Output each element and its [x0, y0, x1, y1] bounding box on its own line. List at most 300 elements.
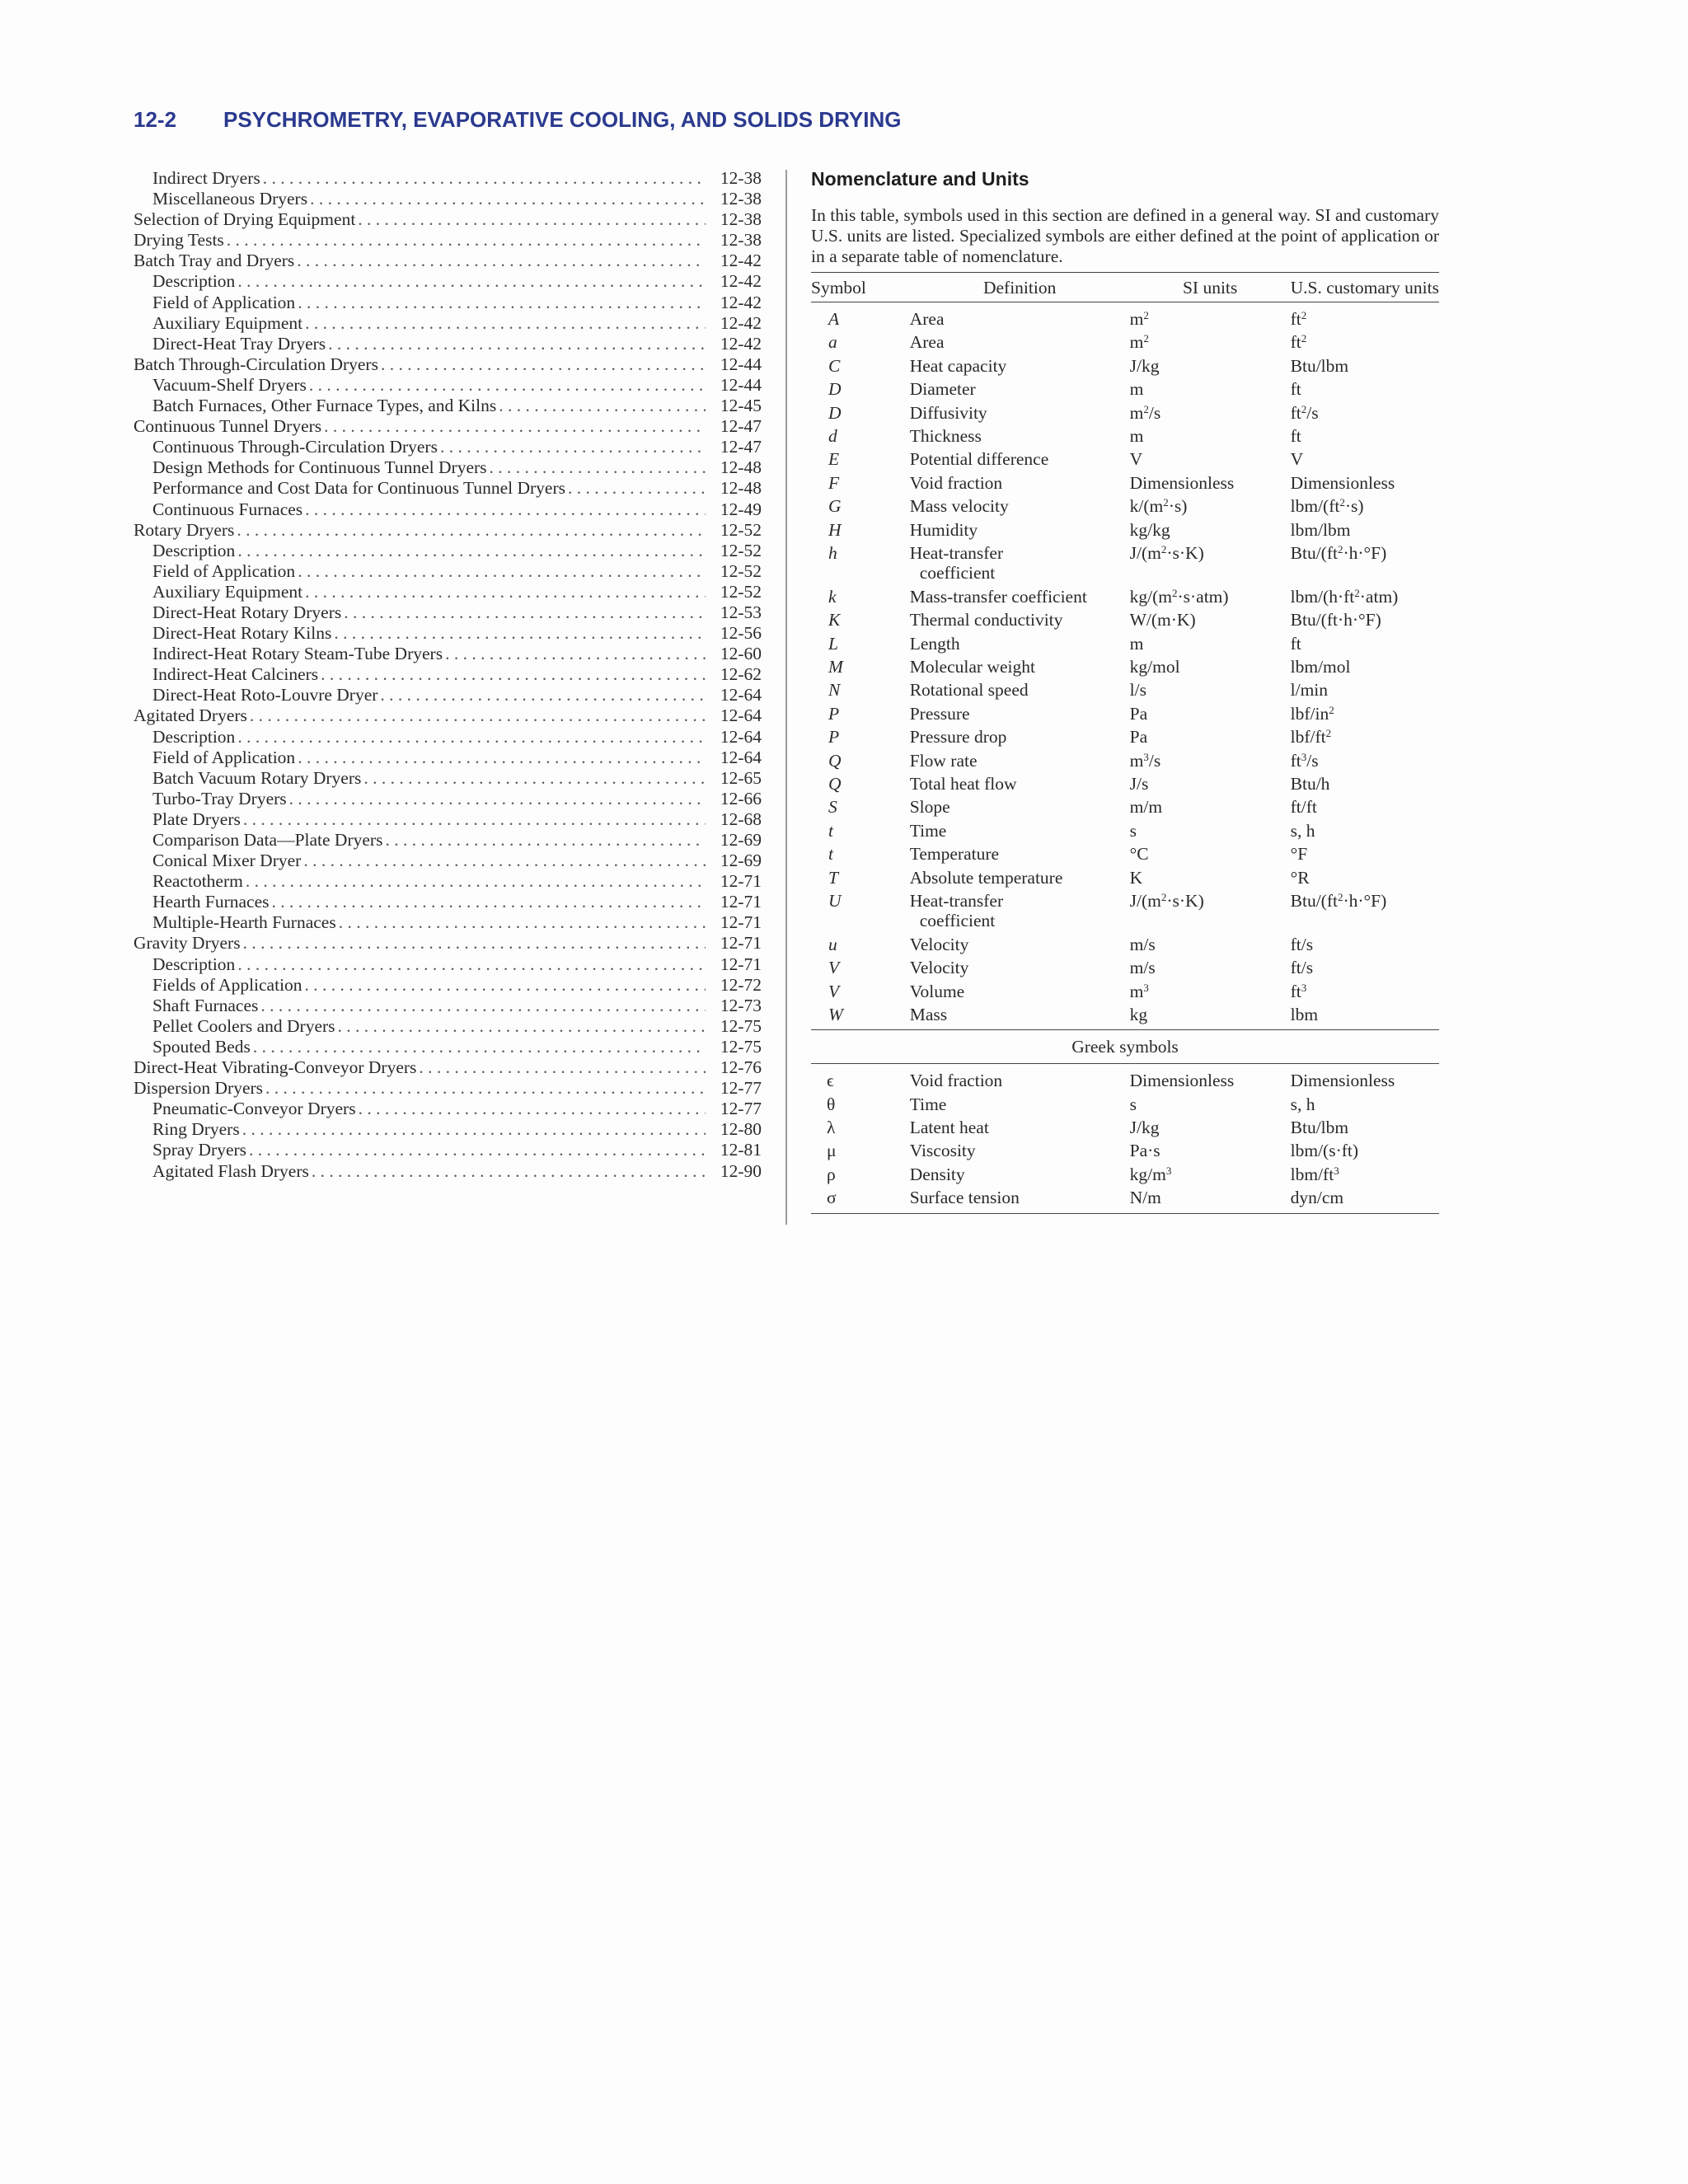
si-unit-cell: m: [1129, 379, 1144, 400]
toc-leader-dots: [305, 499, 706, 520]
definition-cell: [910, 821, 1130, 844]
toc-entry-title: Turbo-Tray Dryers: [152, 788, 287, 808]
chapter-title: PSYCHROMETRY, EVAPORATIVE COOLING, AND SOLIDS DRYING: [223, 107, 902, 132]
toc-entry: [134, 230, 762, 251]
toc-entry-page: 12-38: [720, 168, 762, 188]
definition-text: Mass velocity: [909, 496, 1009, 517]
symbol-cell: k: [828, 586, 837, 607]
toc-entry-page: 12-42: [720, 312, 762, 333]
toc-leader-dots: [312, 1161, 706, 1182]
greek-symbol-cell: ϵ: [827, 1071, 834, 1091]
table-row: [811, 610, 1439, 633]
toc-entry-page: 12-77: [720, 1099, 762, 1119]
definition-cell: Time: [909, 1094, 947, 1114]
toc-entry-title: Direct-Heat Rotary Kilns: [152, 623, 332, 644]
us-unit-cell: Btu/h: [1290, 774, 1330, 794]
us-unit-cell: $ft^3$: [1290, 981, 1307, 1001]
us-unit-cell: Btu/$(ft^2\cdot h\cdot^\circ F)$: [1290, 542, 1387, 563]
toc-entry-page: 12-71: [720, 933, 762, 954]
toc-entry-title: Performance and Cost Data for Continuous Tunnel Dryers: [152, 478, 565, 499]
symbol-cell: N: [828, 680, 841, 701]
toc-entry: [134, 1140, 762, 1160]
si-unit-cell: $m^3/s$: [1129, 750, 1161, 771]
toc-entry-title: Conical Mixer Dryer: [152, 851, 302, 871]
toc-entry-title: Selection of Drying Equipment: [134, 209, 356, 230]
table-row: [811, 1064, 1439, 1094]
toc-entry-page: 12-75: [720, 1015, 762, 1036]
us-unit-cell: dyn/cm: [1291, 1188, 1439, 1214]
si-unit-cell: kg/kg: [1129, 519, 1170, 540]
toc-leader-dots: [321, 664, 706, 685]
toc-entry-title: Description: [152, 726, 236, 747]
toc-entry-title: Drying Tests: [134, 230, 224, 251]
si-unit-cell: Pa·s: [1129, 1141, 1160, 1161]
toc-leader-dots: [271, 892, 706, 912]
us-unit-cell: Btu/(ft·h·°F): [1290, 610, 1381, 630]
table-row: [811, 587, 1439, 610]
toc-entry: [134, 809, 762, 830]
toc-entry-title: Design Methods for Continuous Tunnel Dryers: [152, 457, 487, 478]
definition-text: Molecular weight: [909, 657, 1035, 677]
table-row: [811, 1141, 1439, 1164]
symbol-cell: K: [828, 610, 841, 630]
toc-entry: [134, 1016, 762, 1037]
toc-entry: [134, 975, 762, 996]
toc-entry-page: 12-38: [720, 209, 762, 230]
symbol-cell: h: [828, 542, 837, 563]
definition-cell: [910, 634, 1130, 657]
symbol-cell: U: [828, 890, 842, 911]
symbol-cell: H: [828, 519, 842, 540]
toc-entry-page: 12-48: [720, 478, 762, 499]
toc-entry-page: 12-42: [720, 292, 762, 312]
toc-entry-page: 12-64: [720, 685, 762, 705]
nomenclature-table: [811, 272, 1439, 1214]
toc-entry-title: Rotary Dryers: [134, 519, 235, 540]
definition-cell: [910, 727, 1130, 750]
toc-leader-dots: [490, 457, 706, 478]
toc-leader-dots: [309, 375, 706, 396]
toc-leader-dots: [246, 871, 706, 892]
toc-entry-title: Plate Dryers: [152, 808, 241, 829]
definition-cell: [910, 982, 1130, 1005]
toc-entry-title: Pneumatic-Conveyor Dryers: [152, 1099, 356, 1119]
toc-entry: [134, 871, 762, 892]
toc-entry-page: 12-69: [720, 851, 762, 871]
toc-entry-page: 12-64: [720, 726, 762, 747]
us-unit-cell: Btu/lbm: [1290, 1117, 1349, 1137]
column-header-si-units: SI units: [1130, 273, 1291, 302]
toc-entry-page: 12-76: [720, 1057, 762, 1078]
si-unit-cell: W/(m·K): [1129, 610, 1196, 630]
toc-entry-title: Continuous Tunnel Dryers: [134, 416, 322, 437]
si-unit-cell: m: [1129, 633, 1144, 654]
definition-cell: [910, 543, 1130, 587]
si-unit-cell: $J/(m^2\cdot s\cdot K)$: [1129, 890, 1204, 911]
symbol-cell: C: [828, 355, 841, 376]
si-unit-cell: kg: [1130, 1005, 1291, 1030]
si-unit-cell: V: [1129, 449, 1143, 470]
symbol-cell: W: [811, 1005, 910, 1030]
definition-text: Time: [909, 820, 947, 841]
toc-entry-title: Comparison Data—Plate Dryers: [152, 830, 383, 850]
table-row: [811, 982, 1439, 1005]
toc-entry: [134, 1161, 762, 1182]
nomenclature-heading: Nomenclature and Units: [811, 168, 1029, 190]
toc-entry-page: 12-68: [720, 808, 762, 829]
toc-entry: [134, 768, 762, 789]
definition-cell: [910, 891, 1130, 935]
si-unit-cell: $kg/m^3$: [1129, 1164, 1172, 1184]
toc-entry-page: 12-45: [720, 396, 762, 416]
symbol-cell: F: [828, 472, 840, 493]
definition-cell: [910, 332, 1130, 355]
definition-cell: Void fraction: [909, 1071, 1003, 1091]
toc-entry: [134, 912, 762, 933]
toc-entry: [134, 851, 762, 871]
table-row: [811, 1094, 1439, 1118]
toc-entry: [134, 954, 762, 975]
column-header-us-units: U.S. customary units: [1291, 273, 1439, 302]
symbol-cell: S: [828, 797, 837, 818]
toc-leader-dots: [227, 230, 706, 251]
definition-text: Diffusivity: [909, 402, 987, 423]
table-row: [811, 657, 1439, 680]
toc-entry: [134, 1099, 762, 1119]
si-unit-cell: Dimensionless: [1129, 472, 1235, 493]
toc-entry-title: Indirect Dryers: [152, 168, 260, 188]
table-row: [811, 302, 1439, 333]
us-unit-cell: lbm/$(h\cdot ft^2\cdot atm)$: [1290, 586, 1399, 607]
si-unit-cell: J/kg: [1129, 1117, 1160, 1137]
symbol-cell: u: [828, 934, 837, 954]
si-unit-cell: Dimensionless: [1129, 1071, 1235, 1091]
us-unit-cell: $ft^2$: [1290, 309, 1307, 329]
symbol-cell: E: [828, 449, 840, 470]
us-unit-cell: $ft^2/s$: [1290, 402, 1319, 423]
symbol-cell: L: [828, 633, 838, 654]
toc-entry: [134, 830, 762, 851]
definition-cell: [910, 356, 1130, 379]
us-unit-cell: lbf/$ft^2$: [1290, 727, 1332, 748]
nomenclature-intro: In this table, symbols used in this section are defined in a general way. SI and customary U.S. units are listed. Specialized symbols are either defined at the point of application or in a separate table of nomenclature.: [811, 205, 1439, 266]
toc-entry: [134, 602, 762, 623]
table-header-row: [811, 273, 1439, 302]
toc-entry: [134, 644, 762, 664]
toc-entry: [134, 499, 762, 520]
toc-entry-page: 12-52: [720, 540, 762, 560]
us-unit-cell: lbm/$(ft^2\cdot s)$: [1290, 496, 1364, 517]
toc-entry-title: Reactotherm: [152, 871, 243, 892]
definition-text: Area: [909, 332, 945, 353]
running-head: [134, 107, 901, 133]
toc-leader-dots: [250, 705, 706, 726]
toc-leader-dots: [359, 1099, 706, 1119]
toc-entry: [134, 313, 762, 334]
toc-entry-title: Direct-Heat Vibrating-Conveyor Dryers: [134, 1057, 417, 1078]
toc-entry-title: Agitated Dryers: [134, 705, 247, 726]
definition-text: Flow rate: [909, 750, 978, 771]
toc-entry: [134, 478, 762, 499]
toc-leader-dots: [242, 1119, 706, 1140]
toc-leader-dots: [305, 975, 706, 996]
symbol-cell: D: [828, 402, 842, 423]
us-unit-cell: ft/ft: [1290, 797, 1317, 818]
page-number: 12-2: [134, 107, 177, 132]
toc-entry-page: 12-71: [720, 912, 762, 933]
si-unit-cell: m/s: [1129, 934, 1156, 954]
toc-entry: [134, 685, 762, 705]
definition-cell: Surface tension: [910, 1188, 1130, 1214]
toc-entry: [134, 354, 762, 375]
definition-text: Heat capacity: [909, 355, 1007, 376]
toc-entry: [134, 727, 762, 748]
toc-entry-title: Spray Dryers: [152, 1140, 247, 1160]
us-unit-cell: lbm/(s·ft): [1290, 1141, 1359, 1161]
si-unit-cell: s: [1129, 1094, 1137, 1114]
toc-entry-title: Description: [152, 540, 236, 560]
toc-leader-dots: [237, 271, 706, 292]
toc-entry: [134, 582, 762, 602]
toc-entry: [134, 1037, 762, 1057]
toc-entry: [134, 892, 762, 912]
definition-text: Pressure drop: [909, 727, 1007, 748]
us-unit-cell: Dimensionless: [1290, 472, 1395, 493]
toc-entry-page: 12-56: [720, 623, 762, 644]
toc-entry-title: Continuous Furnaces: [152, 499, 303, 519]
greek-symbol-cell: ρ: [827, 1164, 836, 1184]
definition-text: Velocity: [909, 934, 969, 954]
toc-entry-page: 12-64: [720, 747, 762, 767]
symbol-cell: d: [828, 425, 837, 446]
definition-text: Mass-transfer coefficient: [909, 586, 1087, 607]
symbol-cell: t: [828, 844, 833, 865]
toc-entry-page: 12-60: [720, 644, 762, 664]
column-header-definition: Definition: [910, 273, 1130, 302]
toc-entry-page: 12-75: [720, 1036, 762, 1057]
symbol-cell: t: [828, 820, 833, 841]
table-row: [811, 680, 1439, 703]
toc-leader-dots: [334, 623, 706, 644]
column-header-symbol: Symbol: [811, 273, 910, 302]
toc-entry-page: 12-42: [720, 333, 762, 354]
definition-cell: [910, 610, 1130, 633]
toc-leader-dots: [237, 520, 706, 541]
si-unit-cell: $k/(m^2\cdot s)$: [1129, 496, 1188, 517]
toc-entry-page: 12-71: [720, 892, 762, 912]
toc-entry-title: Direct-Heat Rotary Dryers: [152, 602, 342, 622]
toc-entry-title: Batch Furnaces, Other Furnace Types, and Kilns: [152, 396, 497, 416]
symbol-cell: M: [828, 657, 843, 677]
toc-entry-page: 12-71: [720, 871, 762, 892]
toc-leader-dots: [380, 685, 706, 705]
definition-cell: [910, 844, 1130, 867]
toc-leader-dots: [253, 1037, 706, 1057]
toc-leader-dots: [237, 954, 706, 975]
si-unit-cell: m/s: [1129, 958, 1156, 978]
si-unit-cell: $m^2$: [1129, 309, 1149, 329]
toc-leader-dots: [297, 251, 706, 271]
toc-entry-title: Direct-Heat Tray Dryers: [152, 333, 326, 354]
definition-text: Heat-transfer: [909, 542, 1004, 563]
us-unit-cell: s, h: [1290, 820, 1315, 841]
greek-symbol-cell: μ: [827, 1141, 837, 1161]
us-unit-cell: ft: [1290, 379, 1301, 400]
toc-entry: [134, 789, 762, 809]
toc-entry-page: 12-65: [720, 767, 762, 788]
toc-entry: [134, 748, 762, 768]
toc-leader-dots: [568, 478, 706, 499]
toc-entry-page: 12-62: [720, 664, 762, 685]
definition-text: Volume: [909, 981, 965, 1001]
si-unit-cell: m: [1129, 425, 1144, 446]
si-unit-cell: $kg/(m^2\cdot s\cdot atm)$: [1129, 586, 1229, 607]
toc-entry: [134, 251, 762, 271]
definition-text: Diameter: [909, 379, 976, 400]
definition-continuation: coefficient: [919, 910, 996, 930]
toc-entry-title: Vacuum-Shelf Dryers: [152, 374, 307, 395]
toc-entry-title: Ring Dryers: [152, 1119, 240, 1140]
table-row: [811, 1118, 1439, 1141]
definition-text: Velocity: [909, 958, 969, 978]
toc-leader-dots: [303, 851, 706, 871]
toc-entry-page: 12-48: [720, 457, 762, 478]
toc-entry: [134, 705, 762, 726]
table-row: [811, 403, 1439, 426]
table-row: [811, 727, 1439, 750]
definition-text: Total heat flow: [909, 774, 1017, 794]
us-unit-cell: Dimensionless: [1290, 1071, 1395, 1091]
table-row: [811, 1005, 1439, 1030]
toc-entry-page: 12-77: [720, 1078, 762, 1099]
table-row: [811, 426, 1439, 449]
toc-leader-dots: [358, 209, 706, 230]
us-unit-cell: Btu/lbm: [1290, 355, 1349, 376]
table-row: [811, 473, 1439, 496]
toc-entry-title: Multiple-Hearth Furnaces: [152, 912, 336, 933]
definition-cell: [910, 587, 1130, 610]
toc-leader-dots: [305, 313, 706, 334]
si-unit-cell: $m^3$: [1129, 981, 1149, 1001]
table-row: [811, 332, 1439, 355]
toc-entry: [134, 520, 762, 541]
toc-entry-page: 12-66: [720, 788, 762, 808]
definition-text: Rotational speed: [909, 680, 1029, 701]
toc-entry-page: 12-81: [720, 1140, 762, 1160]
toc-entry-page: 12-80: [720, 1119, 762, 1140]
toc-entry-title: Direct-Heat Roto-Louvre Dryer: [152, 685, 378, 705]
toc-entry-title: Field of Application: [152, 560, 296, 581]
toc-entry-page: 12-52: [720, 581, 762, 602]
us-unit-cell: ft: [1290, 633, 1301, 654]
definition-cell: [910, 379, 1130, 402]
definition-cell: [910, 935, 1130, 958]
toc-entry-page: 12-73: [720, 995, 762, 1015]
table-row: [811, 751, 1439, 774]
toc-entry-page: 12-38: [720, 230, 762, 251]
toc-entry: [134, 375, 762, 396]
si-unit-cell: N/m: [1130, 1188, 1291, 1214]
symbol-cell: T: [828, 867, 838, 888]
definition-cell: [910, 868, 1130, 891]
toc-entry-page: 12-71: [720, 954, 762, 974]
toc-leader-dots: [385, 830, 706, 851]
definition-text: Void fraction: [909, 472, 1003, 493]
toc-entry-title: Spouted Beds: [152, 1036, 251, 1057]
table-row: [811, 844, 1439, 867]
greek-symbols-heading: Greek symbols: [811, 1030, 1439, 1064]
toc-leader-dots: [344, 602, 706, 623]
si-unit-cell: $J/(m^2\cdot s\cdot K)$: [1129, 542, 1204, 563]
symbol-cell: Q: [828, 774, 842, 794]
toc-entry-title: Fields of Application: [152, 974, 302, 995]
toc-entry: [134, 561, 762, 582]
toc-leader-dots: [263, 168, 706, 189]
toc-leader-dots: [305, 582, 706, 602]
definition-cell: Density: [909, 1164, 965, 1184]
definition-cell: [910, 426, 1130, 449]
us-unit-cell: ft/s: [1290, 934, 1314, 954]
toc-entry: [134, 334, 762, 354]
toc-entry-title: Auxiliary Equipment: [152, 581, 303, 602]
toc-entry-title: Field of Application: [152, 292, 296, 312]
toc-entry-page: 12-42: [720, 271, 762, 292]
toc-entry: [134, 541, 762, 561]
toc-entry: [134, 416, 762, 437]
definition-cell: [910, 403, 1130, 426]
toc-entry-title: Agitated Flash Dryers: [152, 1160, 309, 1181]
definition-cell: [910, 520, 1130, 543]
toc-leader-dots: [339, 912, 706, 933]
greek-symbol-cell: σ: [811, 1188, 910, 1214]
toc-entry: [134, 933, 762, 954]
table-row: [811, 797, 1439, 820]
toc-entry-title: Indirect-Heat Rotary Steam-Tube Dryers: [152, 644, 443, 664]
us-unit-cell: $ft^3/s$: [1290, 750, 1319, 771]
toc-entry-page: 12-64: [720, 705, 762, 726]
toc-entry-page: 12-49: [720, 499, 762, 519]
toc-entry-page: 12-72: [720, 974, 762, 995]
toc-entry-title: Description: [152, 271, 236, 292]
toc-entry-title: Indirect-Heat Calciners: [152, 664, 319, 685]
toc-leader-dots: [338, 1016, 706, 1037]
definition-text: Potential difference: [909, 449, 1049, 470]
toc-entry: [134, 189, 762, 209]
toc-entry-title: Continuous Through-Circulation Dryers: [152, 437, 438, 457]
table-row: [811, 958, 1439, 981]
definition-text: Humidity: [909, 519, 978, 540]
definition-continuation: coefficient: [919, 562, 996, 583]
toc-entry: [134, 1119, 762, 1140]
greek-symbols-heading-row: [811, 1030, 1439, 1064]
toc-entry: [134, 271, 762, 292]
definition-text: Absolute temperature: [909, 867, 1063, 888]
table-row: [811, 634, 1439, 657]
toc-entry-page: 12-42: [720, 251, 762, 271]
us-unit-cell: s, h: [1290, 1094, 1315, 1114]
us-unit-cell: lbm: [1291, 1005, 1439, 1030]
table-row: [811, 1188, 1439, 1214]
toc-leader-dots: [440, 437, 706, 457]
us-unit-cell: °R: [1290, 867, 1310, 888]
si-unit-cell: K: [1129, 867, 1143, 888]
toc-leader-dots: [419, 1057, 706, 1078]
definition-cell: [910, 680, 1130, 703]
toc-leader-dots: [249, 1140, 706, 1160]
toc-leader-dots: [328, 334, 706, 354]
toc-leader-dots: [298, 293, 706, 313]
toc-entry: [134, 437, 762, 457]
